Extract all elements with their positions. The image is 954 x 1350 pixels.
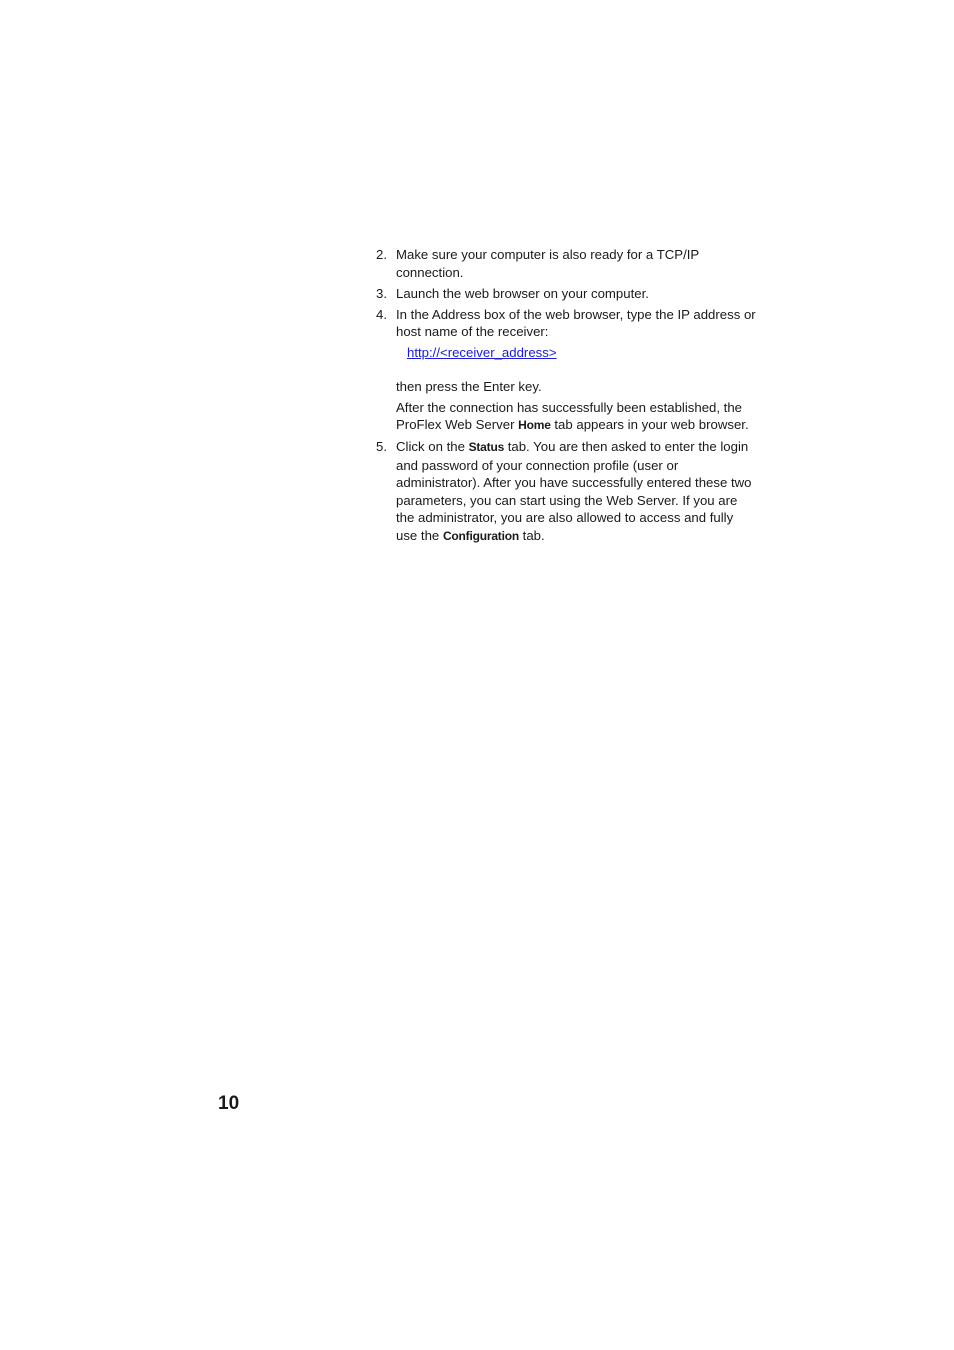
- after-connection-note: After the connection has successfully been established, the ProFlex Web Server Home tab appears in your web browser.: [396, 399, 749, 432]
- step-text: Launch the web browser on your computer.: [396, 285, 649, 301]
- step-4: [374, 306, 758, 341]
- step-2: [374, 246, 758, 281]
- step-text: In the Address box of the web browser, type the IP address or host name of the receiver:: [396, 306, 756, 339]
- step-number: 3.: [376, 285, 387, 301]
- page-number: 10: [218, 1093, 240, 1114]
- step-number: 4.: [376, 306, 387, 322]
- step-text: Click on the Status tab. You are then asked to enter the login and password of your connection profile (user or administrator). After you have successfully entered these two parameters, you can start using the Web Server. If you are the administrator, you are also allowed to access and fully use the Configuration tab.: [396, 439, 752, 543]
- step-3: [374, 285, 758, 303]
- receiver-address-link[interactable]: http://<receiver_address>: [407, 345, 557, 360]
- home-tab-label: Home: [518, 418, 551, 432]
- configuration-tab-label: Configuration: [442, 528, 519, 543]
- step-5: [374, 438, 758, 545]
- status-tab-label: Status: [468, 440, 505, 454]
- step-number: 5.: [376, 439, 387, 454]
- step-number: 2.: [376, 247, 387, 262]
- instructions: [374, 246, 758, 549]
- enter-key-note: then press the Enter key.: [396, 378, 542, 394]
- step-text: Make sure your computer is also ready for a TCP/IP connection.: [396, 247, 699, 280]
